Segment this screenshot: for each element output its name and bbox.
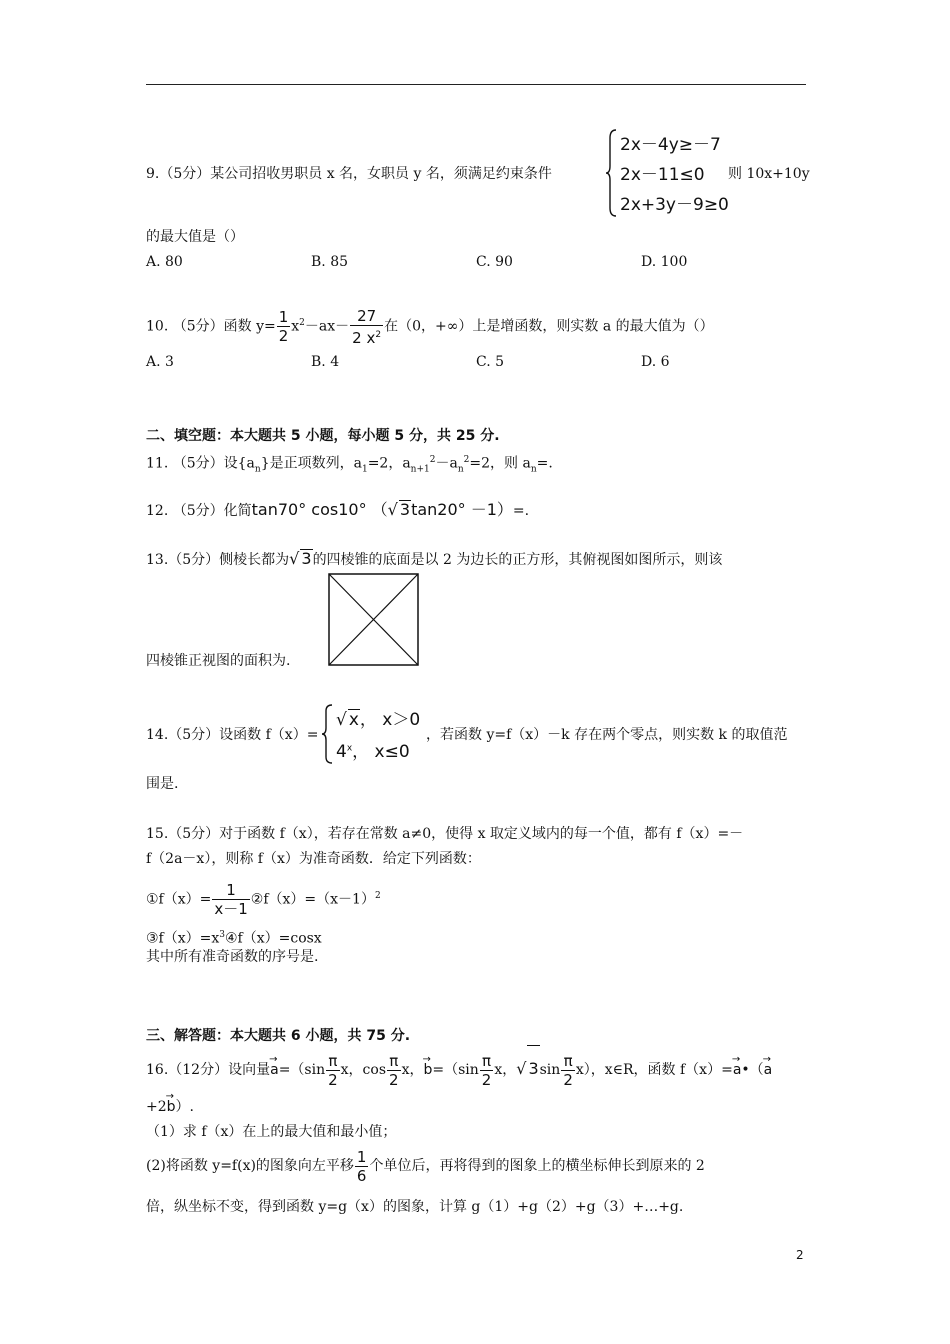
q10-prefix: 10. （5分）函数 y= [146, 318, 276, 335]
q15-line4: $③f(x)=x^3④f(x)=\cos x$ [146, 930, 322, 947]
q9-option-c: C. 90 [476, 254, 513, 270]
q16-line2: +2→ b）. [146, 1098, 194, 1116]
q10-option-b: B. 4 [311, 354, 340, 370]
q16-sub2: (2)将函数 y=f(x)的图象向左平移 $\frac{1}{6}$ 个单位后，再将得到的图象上的横坐标伸长到原来的 2 [146, 1147, 705, 1185]
section-2-title: 二、填空题：本大题共 5 小题，每小题 5 分，共 25 分. [146, 428, 500, 444]
q9-tail: 则 10x+10y [728, 166, 810, 182]
q9-constraint-3: 2x+3y－9≥0 [620, 195, 729, 215]
vector-b: → b [423, 1047, 432, 1093]
q12-line: 12. （5分）化简tan70° cos10° （√ 3tan20° －1）=. [146, 500, 530, 519]
q16-line1: 16.（12分）设向量→ a=（sin $\frac{\pi}{2}$ x，cos $\frac{\pi}{2}$ x，→ b=（sin $\frac{\pi}{2}$ x，√ 3sin $\frac{\pi}{2}$ x），x∈R，函数 f（x）=→ a•（→ a [146, 1045, 772, 1093]
page-number: 2 [796, 1248, 804, 1262]
q10-option-d: D. 6 [641, 354, 670, 370]
q15-fraction: $\frac{1}{x-1}$ [214, 881, 248, 919]
q14-suffix: ，若函数 y=f（x）－k 存在两个零点，则实数 k 的取值范 [426, 727, 788, 743]
q16-sub1: （1）求 f（x）在上的最大值和最小值； [146, 1124, 397, 1140]
q9-option-d: D. 100 [641, 254, 688, 270]
q9-constraint-system [606, 128, 729, 218]
section-3-title: 三、解答题：本大题共 6 小题，共 75 分. [146, 1028, 411, 1044]
q9-option-a: A. 80 [146, 254, 183, 270]
q14-case-2: 4$^x$， x≤0 [336, 742, 410, 762]
q9-constraint-1: 2x－4y≥－7 [620, 135, 721, 155]
q9-option-b: B. 85 [311, 254, 349, 270]
q13-top-view-figure [328, 573, 420, 667]
left-brace-icon [606, 128, 618, 218]
q16-sub3: 倍，纵坐标不变，得到函数 y=g（x）的图象，计算 g（1）+g（2）+g（3）+…+g. [146, 1199, 684, 1215]
q13-line2: 四棱锥正视图的面积为. [146, 653, 291, 669]
q15-line1: 15.（5分）对于函数 f（x），若存在常数 a≠0，使得 x 取定义域内的每一个值，都有 f（x）=－ [146, 826, 744, 842]
q9-constraint-2: 2x－11≤0 [620, 165, 705, 185]
left-brace-icon [322, 703, 334, 765]
q15-line5: 其中所有准奇函数的序号是. [146, 949, 319, 965]
q11-line: 11. （5分）设$\{a_n\}$是正项数列，$a_1=2$，$a_{n+1}^2-a_n^2=2$，则 $a_n=$. [146, 455, 553, 475]
header-rule [146, 84, 806, 85]
q9-line2: 的最大值是（） [146, 229, 244, 245]
q10-fraction-1: $\frac{1}{2}$ [278, 308, 289, 346]
q10-line: 10. （5分）函数 y= $\frac{1}{2}$ $x^2-ax-$ $\frac{27}{2 x^2}$ 在（0，+∞）上是增函数，则实数 a 的最大值为（） [146, 306, 714, 347]
vector-a: → a [270, 1047, 279, 1093]
q13-line1: 13.（5分）侧棱长都为√ 3的四棱锥的底面是以 2 为边长的正方形，其俯视图如图所示，则该 [146, 549, 723, 568]
q14-case-1: √ x， x＞0 [336, 710, 421, 730]
q10-suffix: 在（0，+∞）上是增函数，则实数 a 的最大值为（） [384, 318, 714, 335]
q15-line3: ①f（x）= $\frac{1}{x-1}$ $②f(x)=(x-1)^2$ [146, 881, 381, 919]
q15-line2: f（2a－x），则称 f（x）为准奇函数．给定下列函数： [146, 851, 481, 867]
q14-line2: 围是. [146, 776, 179, 792]
q14-prefix: 14.（5分）设函数 f（x）= [146, 727, 319, 743]
q9-stem: 9.（5分）某公司招收男职员 x 名，女职员 y 名，须满足约束条件 [146, 166, 552, 182]
q10-option-a: A. 3 [146, 354, 174, 370]
q10-option-c: C. 5 [476, 354, 505, 370]
q14-piecewise [322, 703, 422, 765]
q10-fraction-2: $\frac{27}{2 x^2}$ [352, 306, 382, 347]
